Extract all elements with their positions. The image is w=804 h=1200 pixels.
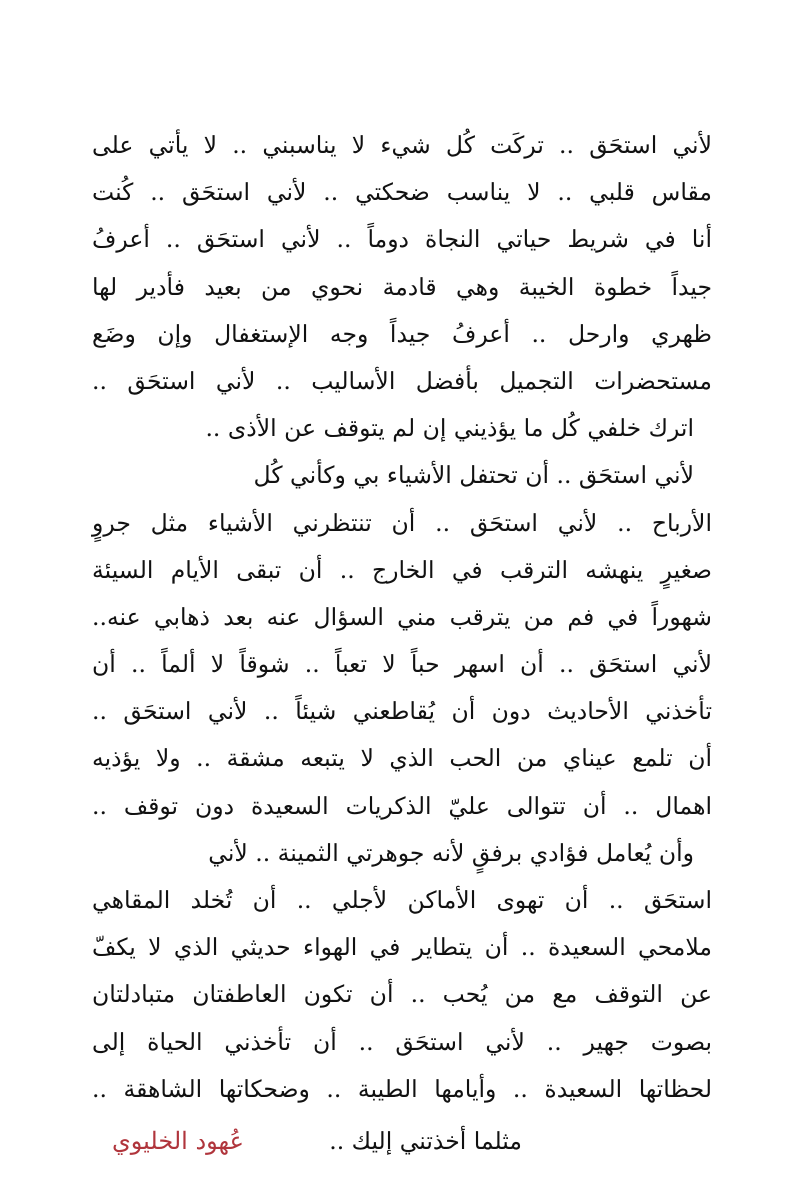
poem-line-11: شهوراً في فم من يترقب مني السؤال عنه بعد ذهابي عنه.. [92, 602, 712, 631]
poem-closing-line: مثلما أخذتني إليك .. [329, 1127, 522, 1155]
poem-line-13: تأخذني الأحاديث دون أن يُقاطعني شيئاً .. لأني استحَق .. [92, 697, 712, 726]
poem-line-14: أن تلمع عيناي من الحب الذي لا يتبعه مشقة .. ولا يؤذيه [92, 744, 712, 773]
poem-line-10: صغيرٍ ينهشه الترقب في الخارج .. أن تبقى الأيام السيئة [92, 555, 712, 584]
poem-line-2: مقاس قلبي .. لا يناسب ضحكتي .. لأني استحَق .. كُنت [92, 178, 712, 207]
poem-line-21: لحظاتها السعيدة .. وأيامها الطيبة .. وضحكاتها الشاهقة .. [92, 1074, 712, 1103]
poem-line-17: استحَق .. أن تهوى الأماكن لأجلي .. أن تُخلد المقاهي [92, 886, 712, 914]
poem-line-8: لأني استحَق .. أن تحتفل الأشياء بي وكأني كُل [253, 461, 694, 490]
poem-line-7: اترك خلفي كُل ما يؤذيني إن لم يتوقف عن الأذى .. [205, 414, 694, 443]
poem-line-19: عن التوقف مع من يُحب .. أن تكون العاطفتان متبادلتان [92, 980, 712, 1009]
poem-body [92, 122, 712, 1113]
closing-row [112, 1118, 712, 1164]
poem-line-15: اهمال .. أن تتوالى عليّ الذكريات السعيدة دون توقف .. [92, 791, 712, 820]
poem-line-18: ملامحي السعيدة .. أن يتطاير في الهواء حديثي الذي لا يكفّ [92, 933, 712, 962]
poem-line-12: لأني استحَق .. أن اسهر حباً لا تعباً .. شوقاً لا ألماً .. أن [92, 650, 712, 679]
poem-line-9: الأرباح .. لأني استحَق .. أن تنتظرني الأشياء مثل جروٍ [92, 508, 712, 537]
poem-line-5: ظهري وارحل .. أعرفُ جيداً وجه الإستغفال وإن وضَع [92, 319, 712, 348]
poem-line-20: بصوت جهير .. لأني استحَق .. أن تأخذني الحياة إلى [92, 1027, 712, 1056]
author-name: عُهود الخليوي [112, 1127, 244, 1155]
poem-line-1: لأني استحَق .. تركَت كُل شيء لا يناسبني .. لا يأتي على [92, 131, 712, 159]
poem-line-16: وأن يُعامل فؤادي برفقٍ لأنه جوهرتي الثمينة .. لأني [208, 838, 694, 867]
poem-line-4: جيداً خطوة الخيبة وهي قادمة نحوي من بعيد فأدير لها [92, 272, 712, 301]
poem-line-6: مستحضرات التجميل بأفضل الأساليب .. لأني استحَق .. [92, 366, 712, 395]
poem-line-3: أنا في شريط حياتي النجاة دوماً .. لأني استحَق .. أعرفُ [92, 225, 712, 254]
